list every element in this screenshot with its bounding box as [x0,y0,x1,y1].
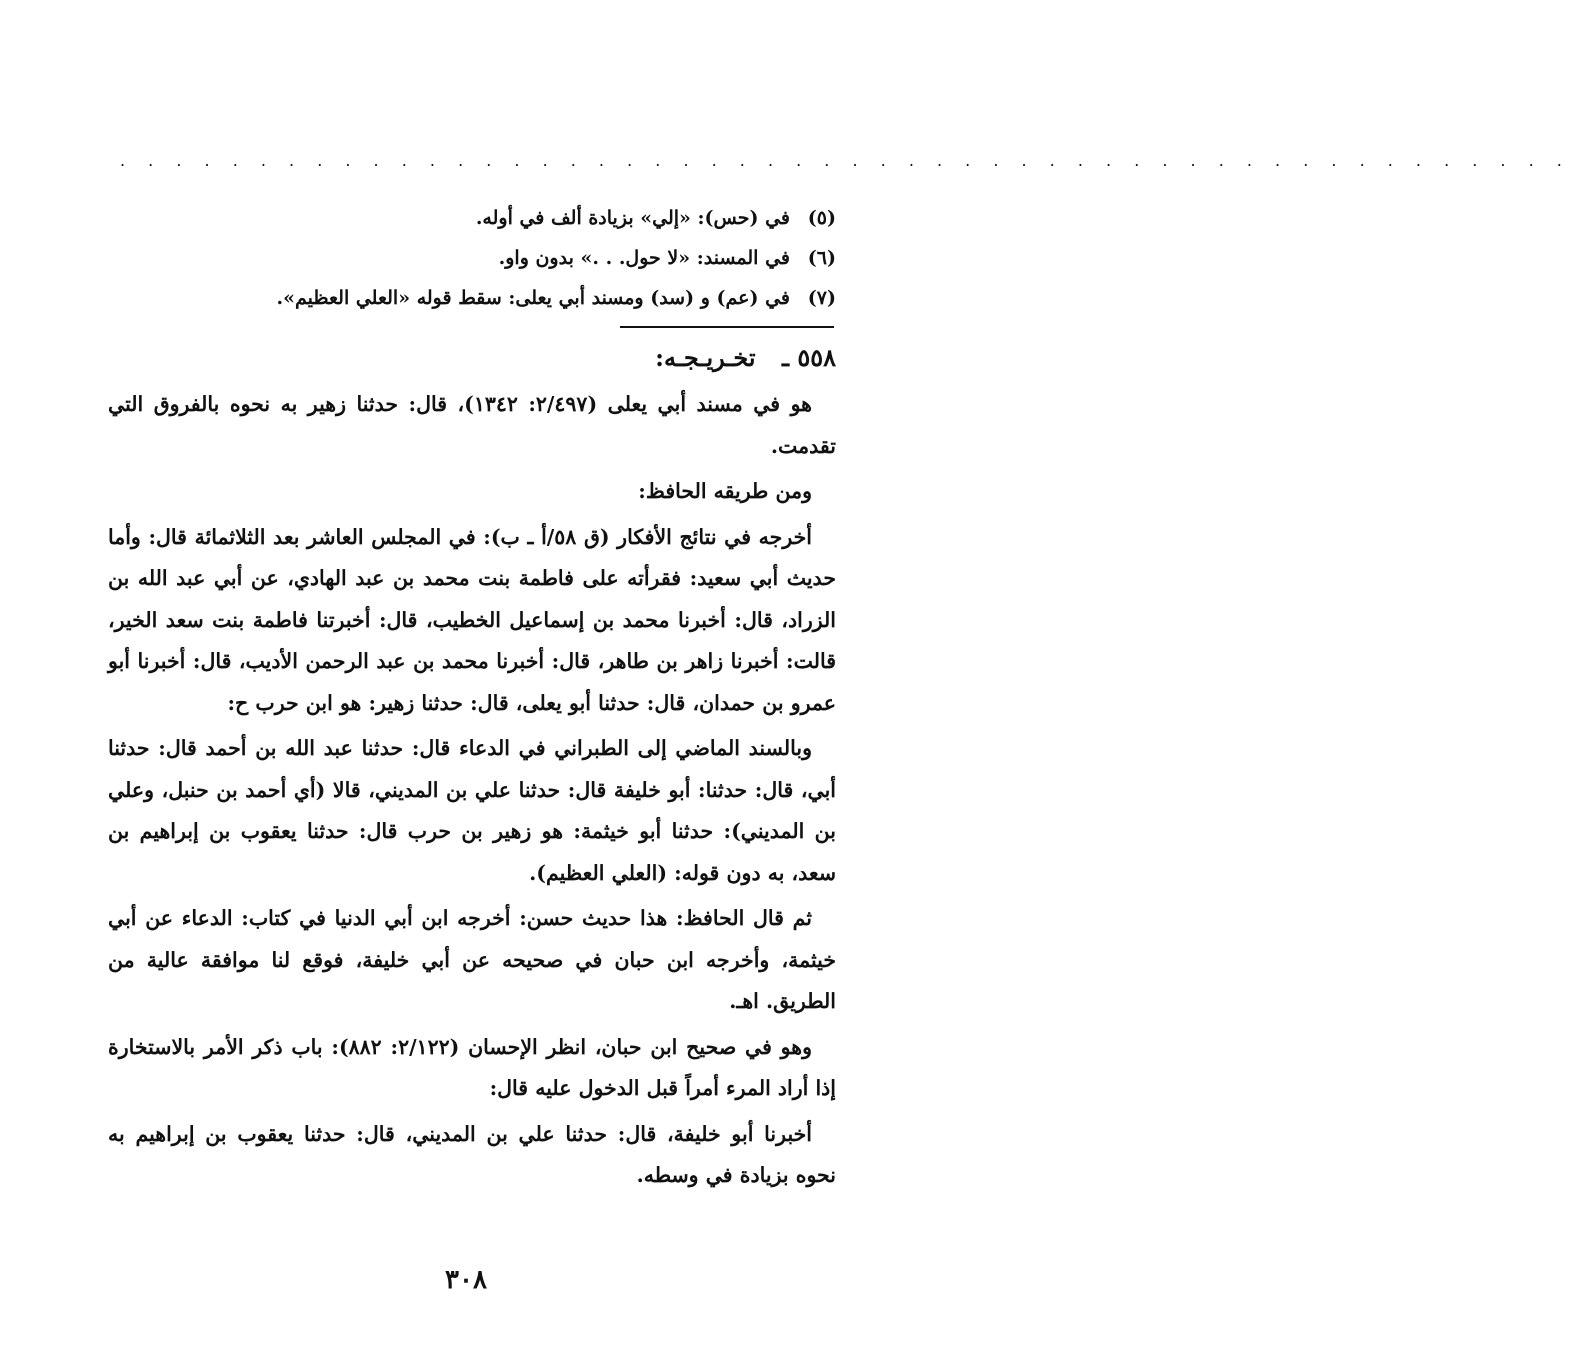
section-number: ٥٥٨ ـ [781,343,836,372]
footnote-7 [120,278,836,318]
footnote-text: في المسند: «لا حول. . .» بدون واو. [498,247,790,269]
paragraph: أخرجه في نتائج الأفكار (ق ٥٨/أ ـ ب): في المجلس العاشر بعد الثلاثمائة قال: وأما حديث أبي سعيد: فقرأته على فاطمة بنت محمد بن عبد الهادي، عن أبي عبد الله بن الزراد، قال: أخبرنا محمد بن إسماعيل الخطيب، قال: أخبرتنا فاطمة بنت سعد الخير، قالت: أخبرنا زاهر بن طاهر، قال: أخبرنا محمد بن عبد الرحمن الأديب، قال: أخبرنا أبو عمرو بن حمدان، قال: حدثنا أبو يعلى، قال: حدثنا زهير: هو ابن حرب ح: [108,524,836,715]
footnote-number: (٦) [807,247,836,269]
horizontal-rule [620,326,834,328]
body-text [108,384,836,1201]
footnote-number: (٥) [807,207,836,229]
paragraph: هو في مسند أبي يعلى (٢/٤٩٧: ١٣٤٢)، قال: حدثنا زهير به نحوه بالفروق التي تقدمت. [108,392,836,458]
dotted-separator: . . . . . . . . . . . . . . . . . . . . . . . . . . . . . . . . . . . . . . . . . . . . . . . . . . . . [120,151,1571,170]
footnote-5 [120,198,836,238]
paragraph: ثم قال الحافظ: هذا حديث حسن: أخرجه ابن أبي الدنيا في كتاب: الدعاء عن أبي خيثمة، وأخرجه ابن حبان في صحيحه عن أبي خليفة، فوقع لنا موافقة عالية من الطريق. اهـ. [108,906,836,1013]
footnote-text: في (عم) و (سد) ومسند أبي يعلى: سقط قوله «العلي العظيم». [276,287,790,309]
footnote-number: (٧) [807,287,836,309]
page-number: ٣٠٨ [445,1265,487,1295]
footnote-6 [120,238,836,278]
section-title: تخـريـجـه: [655,343,756,372]
section-heading [120,338,836,378]
paragraph: وبالسند الماضي إلى الطبراني في الدعاء قال: حدثنا عبد الله بن أحمد قال: حدثنا أبي، قال: حدثنا: أبو خليفة قال: حدثنا علي بن المديني، قالا (أي أحمد بن حنبل، وعلي بن المديني): حدثنا أبو خيثمة: هو زهير بن حرب قال: حدثنا يعقوب بن إبراهيم بن سعد، به دون قوله: (العلي العظيم). [108,736,836,885]
paragraph: ومن طريقه الحافظ: [638,479,812,503]
paragraph: أخبرنا أبو خليفة، قال: حدثنا علي بن المديني، قال: حدثنا يعقوب بن إبراهيم به نحوه بزيادة في وسطه. [108,1121,836,1187]
footnote-text: في (حس): «إلي» بزيادة ألف في أوله. [475,207,790,229]
footnotes [120,198,836,318]
paragraph: وهو في صحيح ابن حبان، انظر الإحسان (٢/١٢٢: ٨٨٢): باب ذكر الأمر بالاستخارة إذا أراد المرء أمراً قبل الدخول عليه قال: [108,1034,836,1100]
